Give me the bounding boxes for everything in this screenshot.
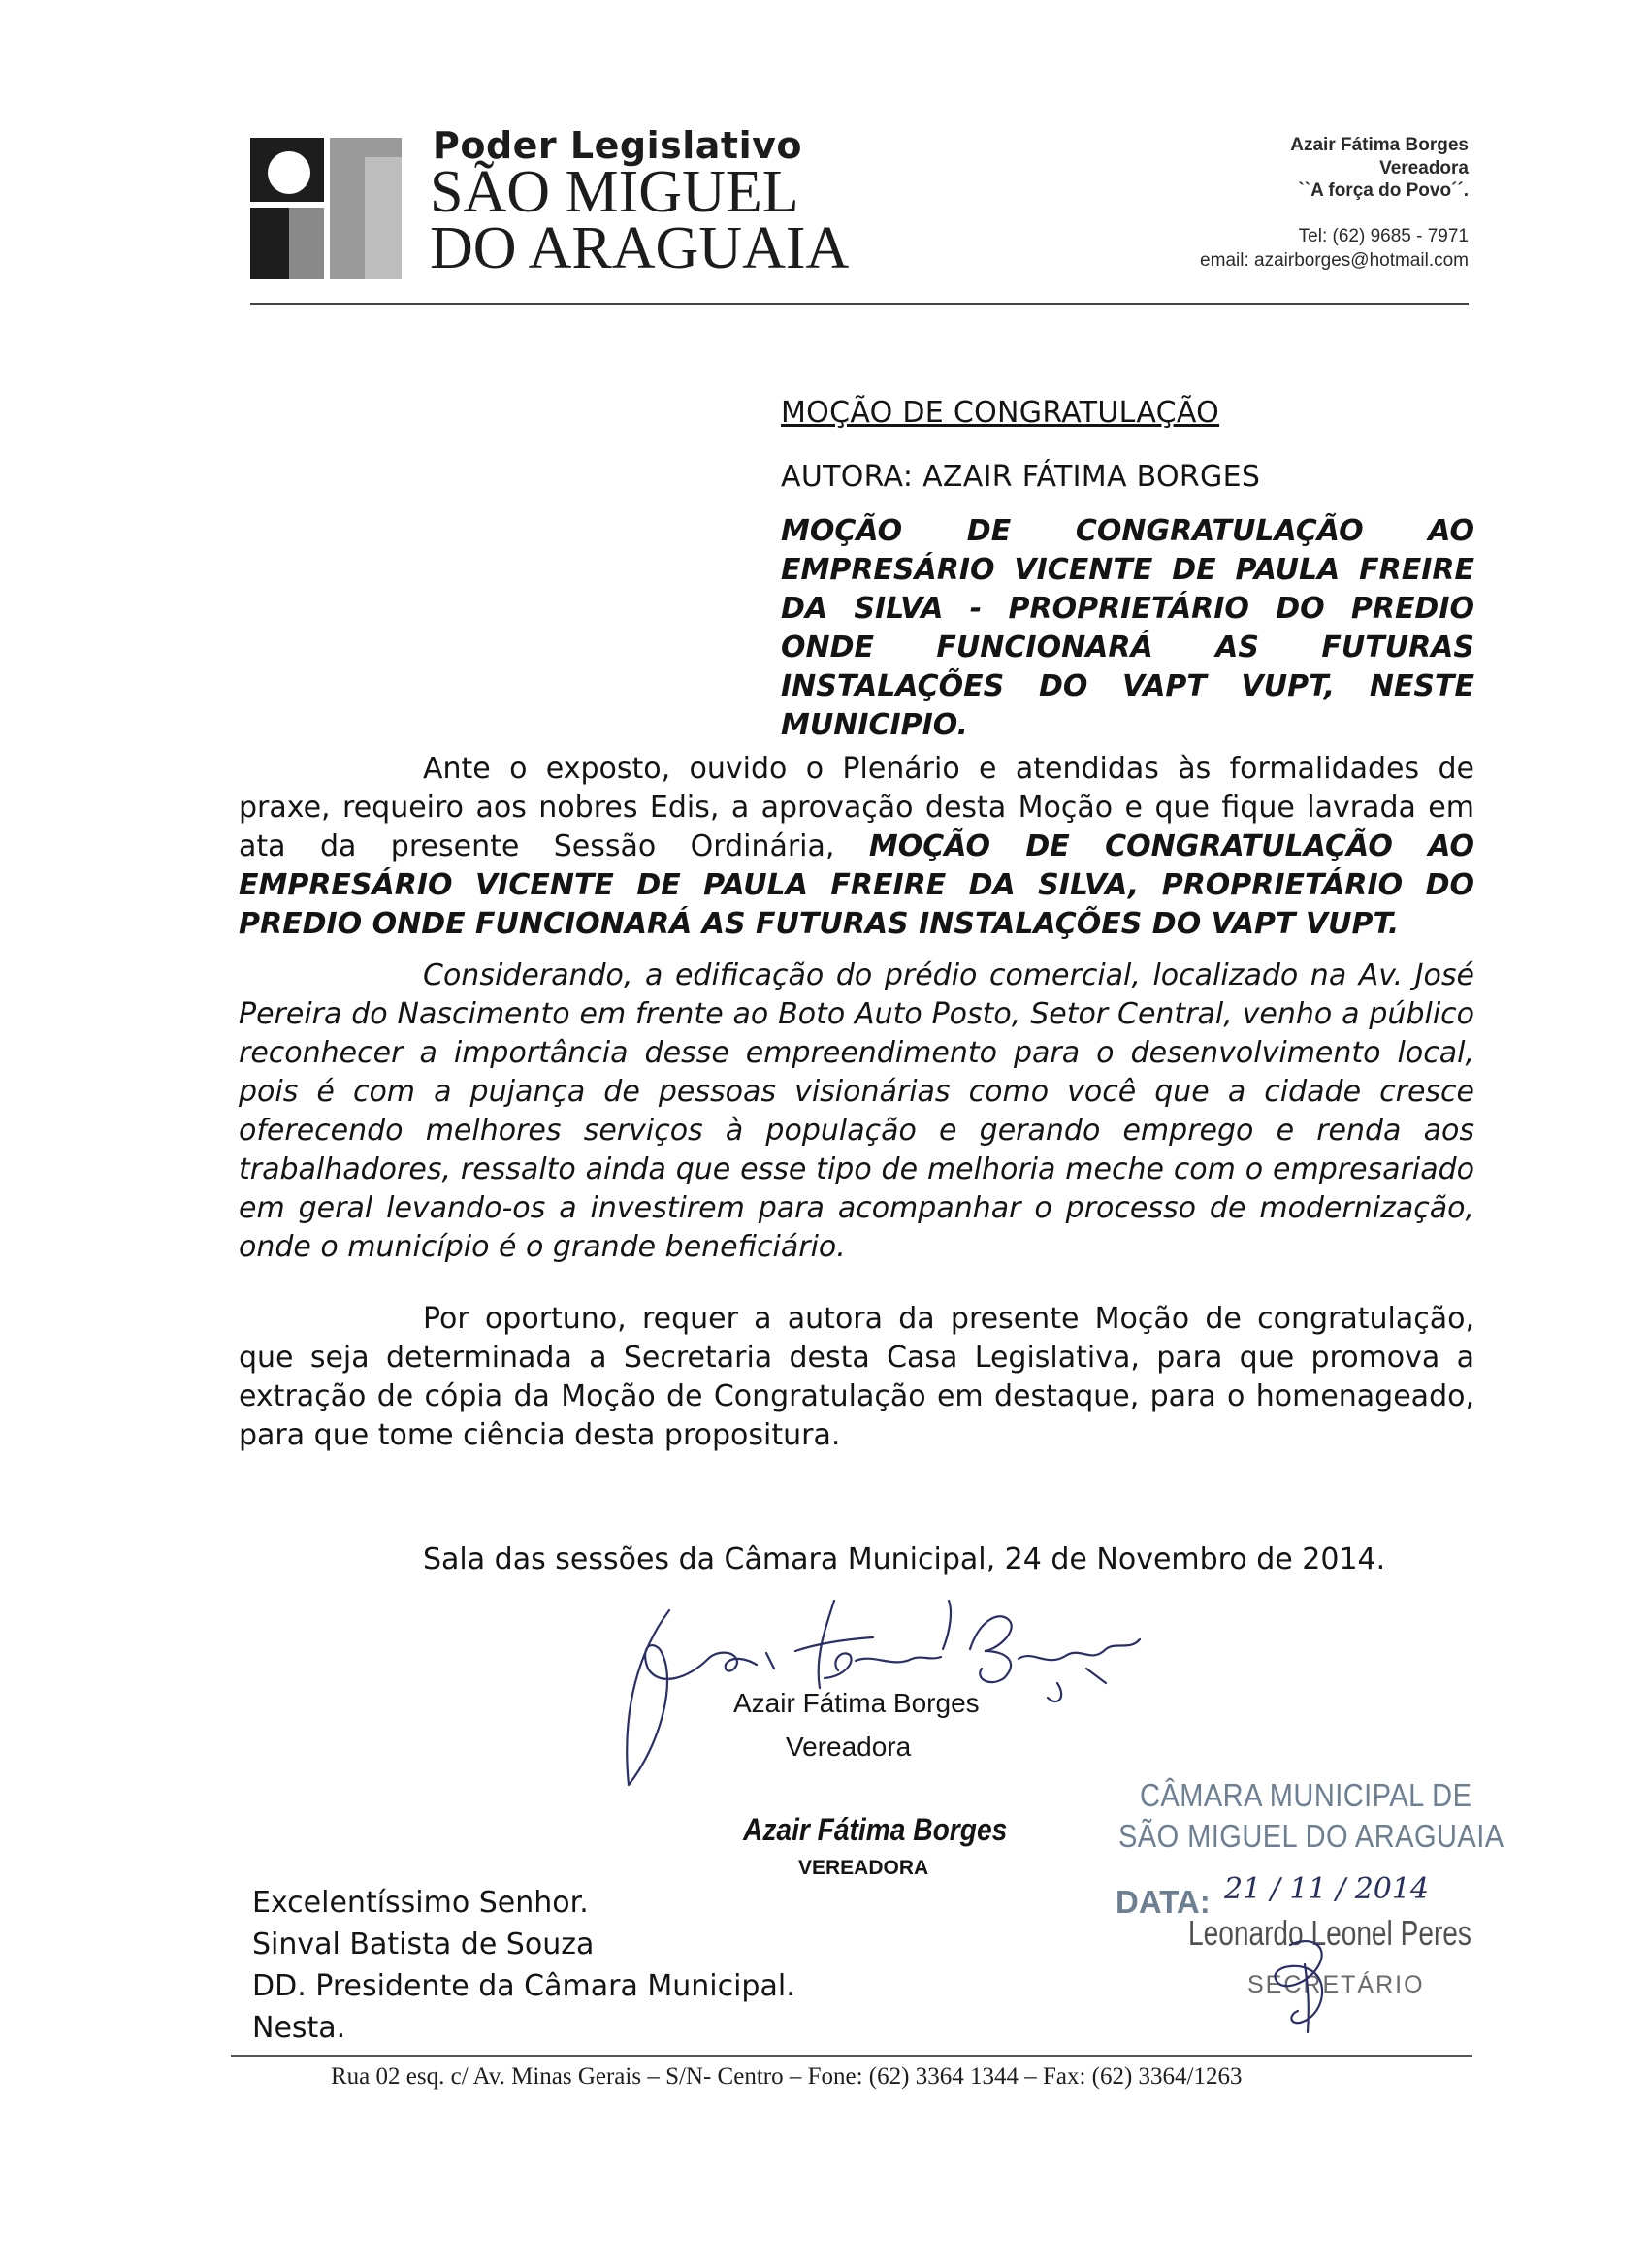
reception-stamp-date: 21 / 11 / 2014 xyxy=(1224,1872,1430,1906)
letterhead-councillor-role: Vereadora xyxy=(1379,158,1469,178)
signatory-stamp-role: VEREADORA xyxy=(798,1857,929,1879)
reception-stamp-secretary-role: SECRETÁRIO xyxy=(1247,1971,1425,1998)
letterhead-brand-line1: Poder Legislativo xyxy=(433,124,802,167)
letterhead-phone: Tel: (62) 9685 - 7971 xyxy=(1298,226,1469,246)
signatory-role: Vereadora xyxy=(786,1732,912,1762)
document-author: AUTORA: AZAIR FÁTIMA BORGES xyxy=(781,460,1261,494)
paragraph-request xyxy=(239,750,1474,944)
reception-stamp-line2: SÃO MIGUEL DO ARAGUAIA xyxy=(1118,1818,1504,1854)
letterhead-brand-line3: DO ARAGUAIA xyxy=(430,215,850,281)
footer-divider xyxy=(231,2055,1472,2057)
paragraph-request-intro: Ante o exposto, ouvido o Plenário e atendidas às formalidades de praxe, requeiro aos nobres Edis, a aprovação desta Moção e que fique lavrada em ata da presente Sessão Ordinária, xyxy=(239,752,1474,863)
document-title: MOÇÃO DE CONGRATULAÇÃO xyxy=(781,396,1220,430)
signatory-name: Azair Fátima Borges xyxy=(733,1688,980,1718)
footer-address: Rua 02 esq. c/ Av. Minas Gerais – S/N- Centro – Fone: (62) 3364 1344 – Fax: (62) 3364/1263 xyxy=(331,2063,1243,2090)
addressee-line3: DD. Presidente da Câmara Municipal. xyxy=(252,1969,795,2003)
addressee-line2: Sinval Batista de Souza xyxy=(252,1928,595,1961)
session-dateline: Sala das sessões da Câmara Municipal, 24 de Novembro de 2014. xyxy=(423,1542,1386,1576)
paragraph-request-emphasis: MOÇÃO DE CONGRATULAÇÃO AO EMPRESÁRIO VICENTE DE PAULA FREIRE DA SILVA, PROPRIETÁRIO DO PREDIO ONDE FUNCIONARÁ AS FUTURAS INSTALAÇÕES DO VAPT VUPT. xyxy=(239,829,1474,941)
letterhead-councillor-name: Azair Fátima Borges xyxy=(1290,135,1469,155)
paragraph-opportune: Por oportuno, requer a autora da presente Moção de congratulação, que seja determinada a Secretaria desta Casa Legislativa, para que promova a extração de cópia da Moção de Congratulação em destaque, para o homenageado, para que tome ciência desta propositura. xyxy=(239,1302,1474,1452)
addressee-line4: Nesta. xyxy=(252,2011,346,2045)
reception-stamp-line1: CÂMARA MUNICIPAL DE xyxy=(1140,1777,1472,1813)
letterhead-divider xyxy=(250,303,1469,305)
reception-stamp-date-label: DATA: xyxy=(1116,1884,1211,1920)
secretary-signature xyxy=(1251,1926,1368,2042)
reception-stamp-secretary-name: Leonardo Leonel Peres xyxy=(1188,1913,1471,1953)
letterhead-slogan: ``A força do Povo´´. xyxy=(1298,180,1469,201)
document-subject: MOÇÃO DE CONGRATULAÇÃO AO EMPRESÁRIO VICENTE DE PAULA FREIRE DA SILVA - PROPRIETÁRIO DO PREDIO ONDE FUNCIONARÁ AS FUTURAS INSTALAÇÕES DO VAPT VUPT, NESTE MUNICIPIO. xyxy=(781,514,1474,742)
letterhead-email: email: azairborges@hotmail.com xyxy=(1200,250,1469,271)
paragraph-considering: Considerando, a edificação do prédio comercial, localizado na Av. José Pereira do Nascimento em frente ao Boto Auto Posto, Setor Central, venho a público reconhecer a importância desse empreendimento para o desenvolvimento local, pois é com a pujança de pessoas visionárias como você que a cidade cresce oferecendo melhores serviços à população e gerando emprego e renda aos trabalhadores, ressalto ainda que esse tipo de melhoria meche com o empresariado em geral levando-os a investirem para acompanhar o processo de modernização, onde o município é o grande beneficiário. xyxy=(239,958,1474,1264)
addressee-block xyxy=(252,1882,795,2049)
letterhead-brand-line2: SÃO MIGUEL xyxy=(430,159,799,225)
addressee-line1: Excelentíssimo Senhor. xyxy=(252,1886,589,1920)
signatory-stamp-name: Azair Fátima Borges xyxy=(743,1812,1008,1847)
legislative-logo xyxy=(250,138,402,279)
